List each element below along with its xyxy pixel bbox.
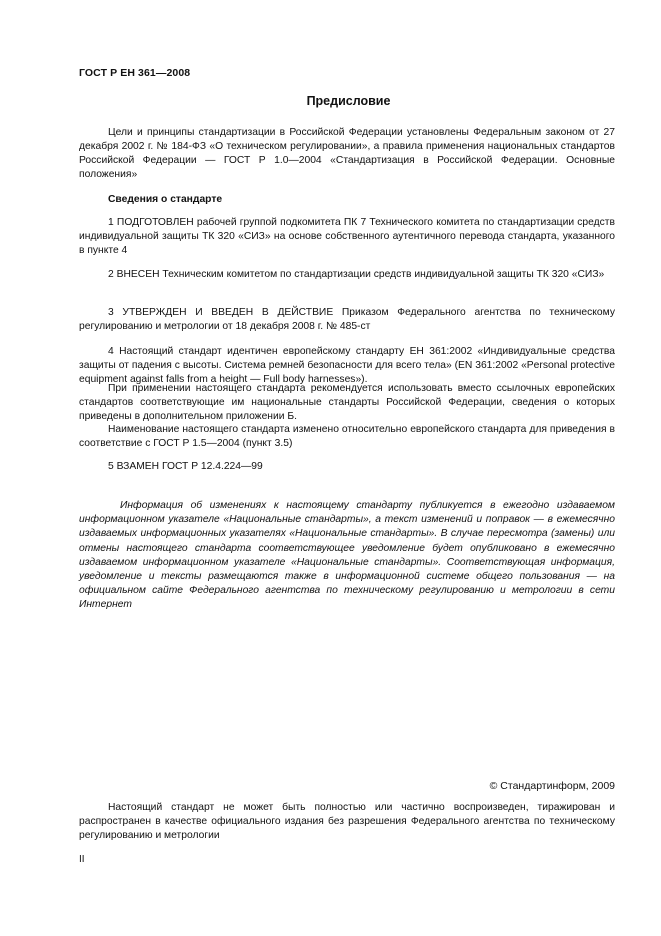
page-title (0, 94, 661, 108)
reproduction-notice: Настоящий стандарт не может быть полностью или частично воспроизведен, тиражирован и распространен в качестве официального издания без разрешения Федерального агентства по техническому регулированию и метрологии (79, 802, 615, 841)
section-heading: Сведения о стандарте (108, 194, 223, 205)
item-1-prepared: 1 ПОДГОТОВЛЕН рабочей группой подкомитета ПК 7 Технического комитета по стандартизации средств индивидуальной защиты ТК 320 «СИЗ» на основе собственного аутентичного перевода стандарта, указанного в пункте 4 (79, 217, 615, 256)
item-3-approved: 3 УТВЕРЖДЕН И ВВЕДЕН В ДЕЙСТВИЕ Приказом Федерального агентства по техническому регулированию и метрологии от 18 декабря 2008 г. № 485-ст (79, 307, 615, 332)
item-4-identical: 4 Настоящий стандарт идентичен европейскому стандарту ЕН 361:2002 «Индивидуальные средства защиты от падения с высоты. Система ремней безопасности для всего тела» (EN 361:2002 «Personal protective equipment against falls from a height — Full body harnesses»). (79, 346, 615, 385)
page-number: II (79, 854, 85, 865)
document-code-header: ГОСТ Р ЕН 361—2008 (79, 67, 191, 79)
intro-paragraph: Цели и принципы стандартизации в Российской Федерации установлены Федеральным законом от 27 декабря 2002 г. № 184-ФЗ «О техническом регулировании», а правила применения национальных стандартов Российской Федерации — ГОСТ Р 1.0—2004 «Стандартизация в Российской Федерации. Основные положения» (79, 127, 615, 180)
item-2-submitted: 2 ВНЕСЕН Техническим комитетом по стандартизации средств индивидуальной защиты ТК 320 «СИЗ» (108, 269, 605, 280)
page-title-text: Предисловие (306, 94, 391, 108)
item-5-replaces: 5 ВЗАМЕН ГОСТ Р 12.4.224—99 (108, 461, 263, 472)
changes-notice: Информация об изменениях к настоящему стандарту публикуется в ежегодно издаваемом информационном указателе «Национальные стандарты», а текст изменений и поправок — в ежемесячно издаваемых информационных указателях «Национальные стандарты». В случае пересмотра (замены) или отмены настоящего стандарта соответствующее уведомление будет опубликовано в ежемесячно издаваемом информационном указателе «Национальные стандарты». Соответствующая информация, уведомление и тексты размещаются также в информационной системе общего пользования — на официальном сайте Федерального агентства по техническому регулированию и метрологии в сети Интернет (79, 500, 615, 611)
item-4-name-note: Наименование настоящего стандарта изменено относительно европейского стандарта для приведения в соответствие с ГОСТ Р 1.5—2004 (пункт 3.5) (79, 424, 615, 449)
copyright-line: © Стандартинформ, 2009 (489, 780, 615, 792)
item-4-application-note: При применении настоящего стандарта рекомендуется использовать вместо ссылочных европейских стандартов соответствующие им национальные стандарты Российской Федерации, сведения о которых приведены в дополнительном приложении Б. (79, 383, 615, 422)
